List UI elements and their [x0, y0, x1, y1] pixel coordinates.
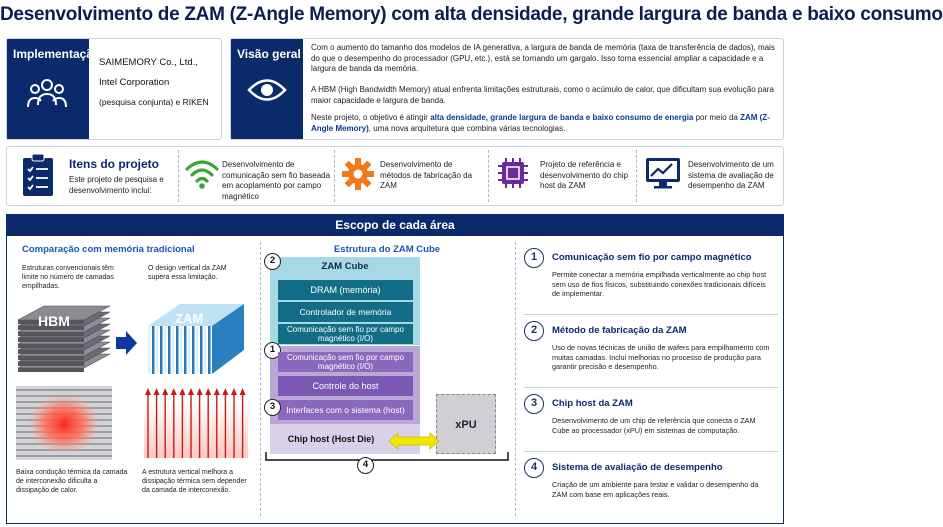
scope-divider: [260, 242, 261, 516]
area-separator: [524, 387, 778, 388]
system-bracket: [262, 450, 512, 472]
host-chip-block: Chip host (Host Die): [270, 424, 420, 454]
item-1-text: Desenvolvimento de comunicação sem fio baseada em acoplamento por campo magnético: [222, 160, 331, 201]
zam-design-text: O design vertical da ZAM supera essa limitação.: [148, 265, 227, 281]
area-title-1: Comunicação sem fio por campo magnético: [552, 252, 752, 263]
comparison-title: Comparação com memória tradicional: [22, 244, 195, 255]
implementation-panel: [6, 38, 222, 140]
cube-number-3: 3: [264, 399, 281, 416]
gear-icon: [340, 156, 376, 192]
scope-header: Escopo de cada área: [6, 214, 784, 236]
xpu-block: xPU: [436, 394, 496, 454]
implementation-label-bg: [7, 39, 101, 139]
memory-controller-block: Controlador de memória: [278, 302, 413, 322]
chip-icon: [496, 156, 530, 190]
area-separator: [524, 451, 778, 452]
items-description: Este projeto de pesquisa e desenvolvimento inclui:: [69, 175, 164, 195]
hbm-stack-illustration: [14, 292, 114, 376]
host-control-block: Controle do host: [278, 376, 413, 396]
zam-cube-label: ZAM Cube: [321, 261, 369, 272]
items-divider: [178, 150, 179, 202]
cube-number-4: 4: [357, 457, 374, 474]
hbm-label: HBM: [38, 313, 70, 329]
vertical-heat-dissipation-illustration: [140, 386, 252, 460]
area-title-2: Método de fabricação da ZAM: [552, 325, 687, 336]
arrow-right-icon: [114, 330, 138, 356]
company-2: Intel Corporation: [99, 77, 170, 88]
items-title: Itens do projeto: [69, 157, 159, 171]
scope-divider: [515, 242, 516, 516]
system-interfaces-block: Interfaces com o sistema (host): [278, 400, 413, 420]
overview-panel: [230, 38, 784, 140]
overview-paragraph-2: A HBM (High Bandwidth Memory) atual enfrenta limitações estruturais, como o acúmulo de calor, que dificultam sua evolução para maior capacidade e largura de banda.: [311, 85, 774, 105]
area-number-4: 4: [524, 458, 544, 478]
items-divider: [334, 150, 335, 202]
people-icon: [27, 75, 67, 111]
company-3: (pesquisa conjunta) e RIKEN: [99, 97, 209, 107]
cube-number-2: 2: [264, 253, 281, 270]
vertical-dissipation-text: A estrutura vertical melhora a dissipação térmica sem depender da camada de interconexão.: [142, 469, 247, 494]
area-number-3: 3: [524, 394, 544, 414]
item-4-text: Desenvolvimento de um sistema de avaliação de desempenho da ZAM: [688, 160, 774, 190]
area-number-1: 1: [524, 248, 544, 268]
area-title-4: Sistema de avaliação de desempenho: [552, 462, 723, 473]
area-separator: [524, 314, 778, 315]
monitor-chart-icon: [644, 156, 682, 190]
item-2-text: Desenvolvimento de métodos de fabricação da ZAM: [380, 160, 473, 190]
area-description-4: Criação de um ambiente para testar e validar o desempenho da ZAM com base em aplicações reais.: [552, 480, 759, 499]
cube-number-1: 1: [264, 342, 281, 359]
cube-title: Estrutura do ZAM Cube: [333, 244, 441, 255]
double-arrow-icon: [388, 432, 440, 450]
area-description-2: Uso de novas técnicas de união de wafers para empilhamento com muitas camadas. Inclui melhorias no processo de produção para garantir precisão e desempenho.: [552, 343, 770, 371]
area-title-3: Chip host da ZAM: [552, 398, 633, 409]
overview-label-bg: [231, 39, 303, 139]
overview-paragraph-1: Com o aumento do tamanho dos modelos de IA generativa, a largura de banda de memória (taxa de transferência de dados), mais do que o desempenho do processador (GPU, etc.), está se tornando um gargalo. Isso torna essencial ampliar a capacidade e a largura de banda da memória.: [311, 43, 775, 73]
items-divider: [488, 150, 489, 202]
area-number-2: 2: [524, 321, 544, 341]
clipboard-checklist-icon: [21, 153, 55, 197]
wifi-icon: [184, 157, 220, 191]
area-description-1: Permite conectar a memória empilhada verticalmente ao chip host sem uso de fios físicos, substituindo conexões tradicionais difíceis de implementar.: [552, 270, 767, 298]
overview-label: Visão geral: [237, 47, 301, 61]
dram-block: DRAM (memória): [278, 280, 413, 300]
company-1: SAIMEMORY Co., Ltd.,: [99, 57, 198, 68]
area-description-3: Desenvolvimento de um chip de referência que conecta o ZAM Cube ao processador (xPU) em sistemas de computação.: [552, 416, 756, 435]
wireless-io-top-block: Comunicação sem fio por campo magnético (I/O): [278, 324, 413, 344]
zam-label: ZAM: [175, 311, 204, 326]
conventional-text: Estruturas convencionais têm limite no número de camadas empilhadas.: [22, 265, 114, 290]
zam-vertical-illustration: [140, 290, 250, 380]
implementation-label: Implementação: [13, 47, 101, 61]
heat-accumulation-illustration: [16, 386, 112, 460]
item-3-text: Projeto de referência e desenvolvimento do chip host da ZAM: [540, 160, 629, 190]
wireless-io-bottom-block: Comunicação sem fio por campo magnético (I/O): [278, 352, 413, 372]
eye-icon: [247, 77, 287, 103]
heat-text: Baixa condução térmica da camada de interconexão dificulta a dissipação de calor.: [16, 469, 128, 494]
items-divider: [636, 150, 637, 202]
overview-paragraph-3: Neste projeto, o objetivo é atingir alta densidade, grande largura de banda e baixo consumo de energia por meio da ZAM (Z-Angle Memory), uma nova arquitetura que combina várias tecnologias.: [311, 113, 770, 133]
page-title: Desenvolvimento de ZAM (Z-Angle Memory) com alta densidade, grande largura de banda e baixo consumo: [0, 4, 943, 25]
